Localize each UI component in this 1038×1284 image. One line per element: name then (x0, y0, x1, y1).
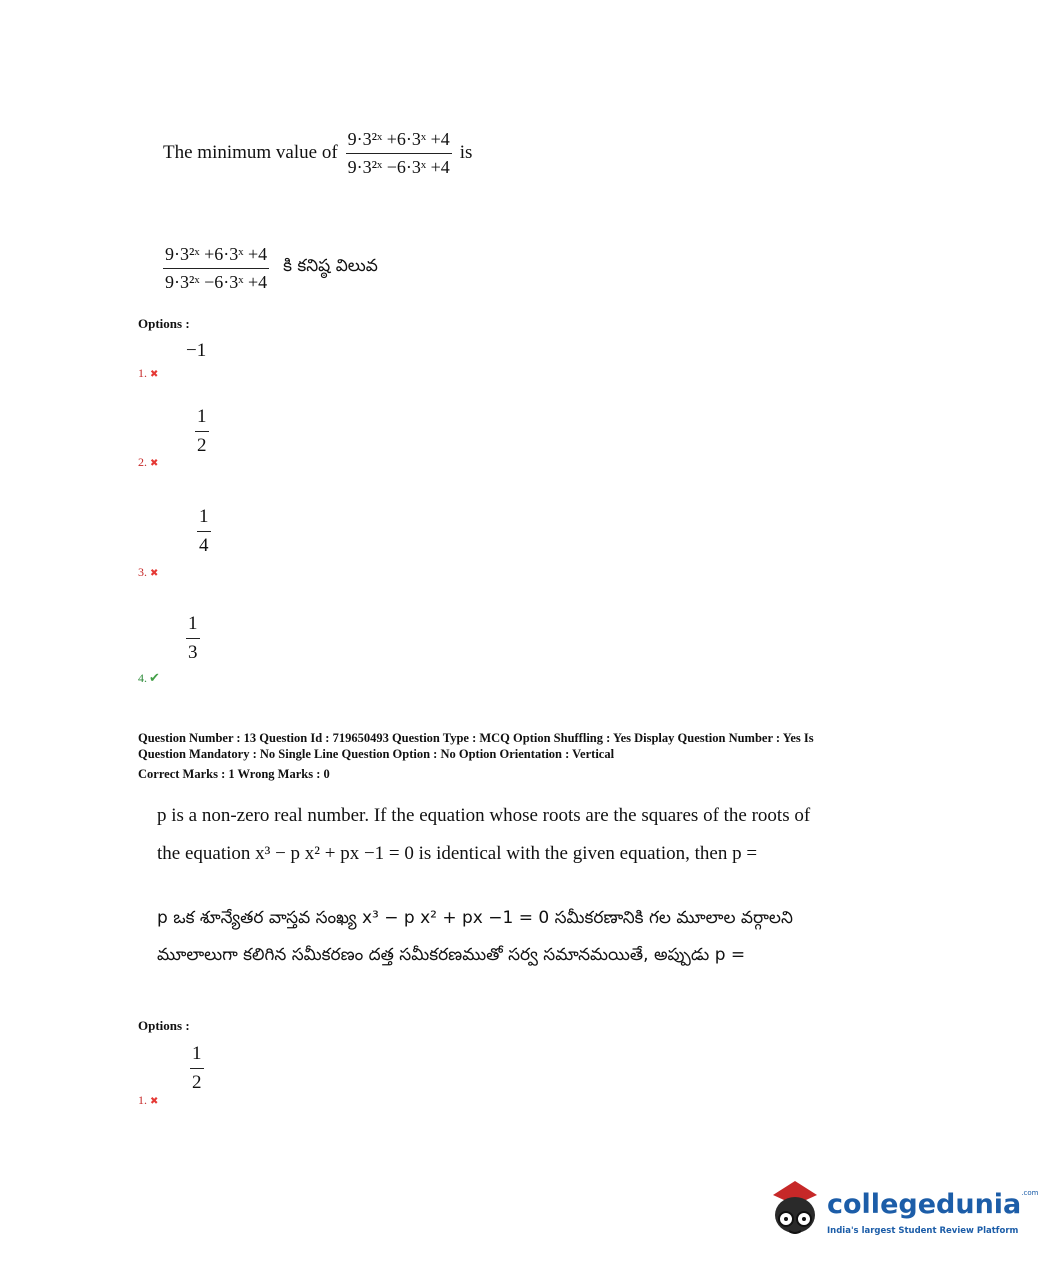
q12-option-4-denominator: 3 (188, 641, 198, 663)
q12-option-2-denominator: 2 (197, 434, 207, 456)
q12-option-3-number: 3. ✖ (138, 565, 159, 579)
student-mascot-icon (765, 1177, 827, 1247)
q13-meta-line-1: Question Number : 13 Question Id : 719650493 Question Type : MCQ Option Shuffling : Yes Display Question Number : Yes Is (138, 731, 814, 745)
q12-option-3-value (197, 505, 211, 558)
q12-option-4-number: 4. ✔ (138, 670, 160, 685)
cross-icon: ✖ (150, 1096, 159, 1107)
q13-english-line-1: p is a non-zero real number. If the equation whose roots are the squares of the roots of (157, 805, 811, 826)
q12-telugu-stem (163, 243, 378, 293)
q13-telugu-line-2: మూలాలుగా కలిగిన సమీకరణం దత్త సమీకరణముతో సర్వ సమానమయితే, అప్పుడు p = (157, 945, 746, 965)
q13-options-label: Options : (138, 1018, 190, 1033)
logo-tagline: India's largest Student Review Platform (827, 1226, 1019, 1236)
cross-icon: ✖ (150, 369, 159, 380)
q13-option-1-numerator: 1 (190, 1042, 204, 1069)
q12-option-4-numerator: 1 (186, 612, 200, 639)
q12-english-stem (163, 128, 472, 178)
q12-te-fraction (163, 243, 269, 293)
q13-option-1-denominator: 2 (192, 1071, 202, 1093)
q12-te-denominator: 9·3²ˣ −6·3ˣ +4 (165, 271, 268, 292)
q12-en-prefix: The minimum value of (163, 142, 338, 163)
q12-denominator: 9·3²ˣ −6·3ˣ +4 (347, 156, 450, 177)
q12-numerator: 9·3²ˣ +6·3ˣ +4 (346, 128, 452, 154)
q12-option-3-denominator: 4 (199, 534, 209, 556)
q13-meta-line-3: Correct Marks : 1 Wrong Marks : 0 (138, 766, 330, 781)
q13-metadata (138, 730, 898, 782)
q12-option-1-value: −1 (186, 340, 207, 361)
logo-wordmark: collegedunia$^{.com}$ (827, 1189, 1038, 1220)
q13-english-line-2: the equation x³ − p x² + px −1 = 0 is identical with the given equation, then p = (157, 843, 758, 864)
q12-fraction (346, 128, 452, 178)
q13-telugu-line-1: p ఒక శూన్యేతర వాస్తవ సంఖ్య x³ − p x² + px −1 = 0 సమీకరణానికి గల మూలాల వర్గాలని (157, 908, 793, 928)
q12-option-2-value (195, 405, 209, 458)
q12-option-2-number: 2. ✖ (138, 455, 159, 469)
q12-te-numerator: 9·3²ˣ +6·3ˣ +4 (163, 243, 269, 269)
q13-meta-line-2: Question Mandatory : No Single Line Question Option : No Option Orientation : Vertical (138, 747, 615, 762)
q13-option-1-value (190, 1042, 204, 1095)
checkmark-icon: ✔ (149, 670, 160, 685)
collegedunia-logo[interactable] (765, 1177, 1038, 1247)
q12-option-3-numerator: 1 (197, 505, 211, 532)
q12-option-4-value (186, 612, 200, 665)
q12-option-1-number: 1. ✖ (138, 366, 159, 380)
logo-suffix: .com (1021, 1189, 1038, 1197)
q12-option-2-numerator: 1 (195, 405, 209, 432)
cross-icon: ✖ (150, 458, 159, 469)
q12-te-suffix: కి కనిష్ఠ విలువ (283, 256, 378, 276)
q12-en-suffix: is (459, 142, 473, 163)
cross-icon: ✖ (150, 568, 159, 579)
q12-options-label: Options : (138, 316, 190, 331)
q13-option-1-number: 1. ✖ (138, 1093, 159, 1107)
